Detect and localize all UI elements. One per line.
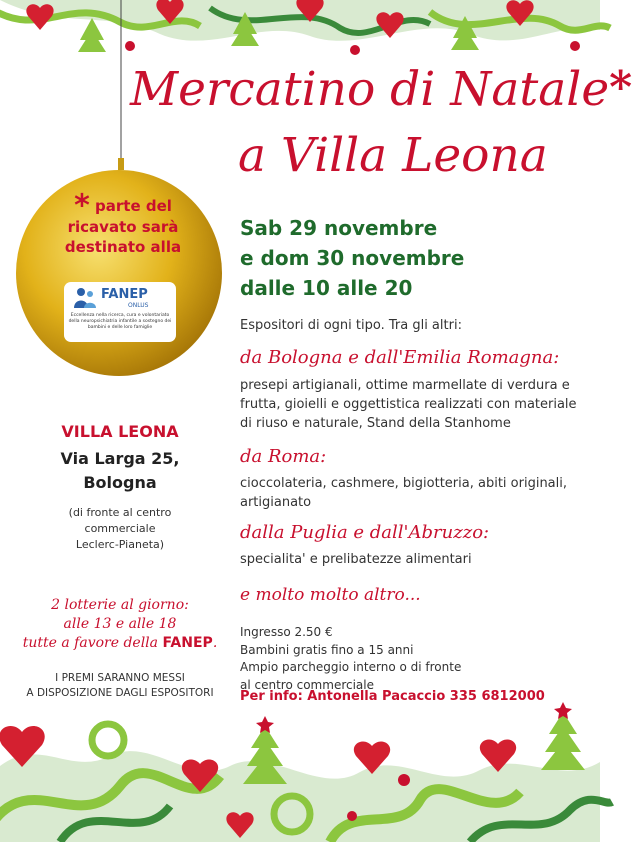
region-heading-bologna: da Bologna e dall'Emilia Romagna: [240, 347, 560, 368]
ticket-info [240, 624, 461, 694]
ticket-line: Ampio parcheggio interno o di fronte [240, 660, 462, 674]
region-heading-roma: da Roma: [240, 446, 327, 467]
prizes-note: I PREMI SARANNO MESSI A DISPOSIZIONE DAGLI ESPOSITORI [26, 672, 214, 699]
region-items-puglia: specialita' e prelibatezze alimentari [240, 552, 472, 567]
fanep-name: FANEP [162, 635, 213, 651]
event-dates [240, 213, 464, 303]
exhibitors-intro: Espositori di ogni tipo. Tra gli altri: [240, 318, 462, 333]
ticket-line: Ingresso 2.50 € [240, 625, 333, 639]
tree-icon [78, 18, 106, 52]
address-line: Bologna [83, 473, 157, 492]
venue-name: VILLA LEONA [61, 422, 179, 441]
and-much-more: e molto molto altro... [240, 585, 421, 605]
asterisk-icon: * [609, 62, 632, 113]
ticket-line: al centro commerciale [240, 677, 374, 692]
fanep-logo-name: FANEP [101, 287, 148, 302]
heart-icon [26, 4, 53, 30]
date-line: Sab 29 novembre [240, 216, 438, 240]
tree-icon [541, 712, 585, 770]
asterisk-icon: * [74, 188, 90, 224]
date-line: e dom 30 novembre [240, 246, 465, 270]
page-title-line2: a Villa Leona [238, 128, 548, 183]
fanep-logo-icon [72, 286, 98, 310]
region-items-roma: cioccolateria, cashmere, bigiotteria, abiti originali, artigianato [240, 476, 567, 510]
region-items-bologna: presepi artigianali, ottime marmellate di verdura e frutta, gioielli e oggettistica realizzati con materiale di riuso e naturale, Stand della Stanhome [240, 378, 577, 431]
fanep-logo-tagline: Eccellenza nella ricerca, cura e volontariato della neuropsichiatria infantile a sostegno dei bambini e delle loro famiglie [68, 313, 172, 330]
ornament-string [118, 0, 124, 170]
lottery-info: 2 lotterie al giorno: alle 13 e alle 18 tutte a favore della FANEP. [22, 597, 218, 651]
ornament-text [48, 188, 198, 257]
region-heading-puglia: dalla Puglia e dall'Abruzzo: [240, 522, 490, 543]
page-title-line1: Mercatino di Natale* [130, 62, 632, 117]
fanep-logo-onlus: ONLUS [128, 302, 149, 309]
venue-note: (di fronte al centro commerciale Leclerc-Pianeta) [68, 506, 172, 551]
ticket-line: Bambini gratis fino a 15 anni [240, 642, 414, 657]
top-decoration [0, 0, 600, 60]
bottom-decoration [0, 706, 600, 842]
ornament-message: parte del ricavato sarà destinato alla [64, 197, 182, 256]
time-line: dalle 10 alle 20 [240, 276, 413, 300]
venue-address [0, 447, 240, 495]
contact-info: Per info: Antonella Pacaccio 335 6812000 [240, 689, 545, 704]
address-line: Via Larga 25, [60, 449, 180, 468]
